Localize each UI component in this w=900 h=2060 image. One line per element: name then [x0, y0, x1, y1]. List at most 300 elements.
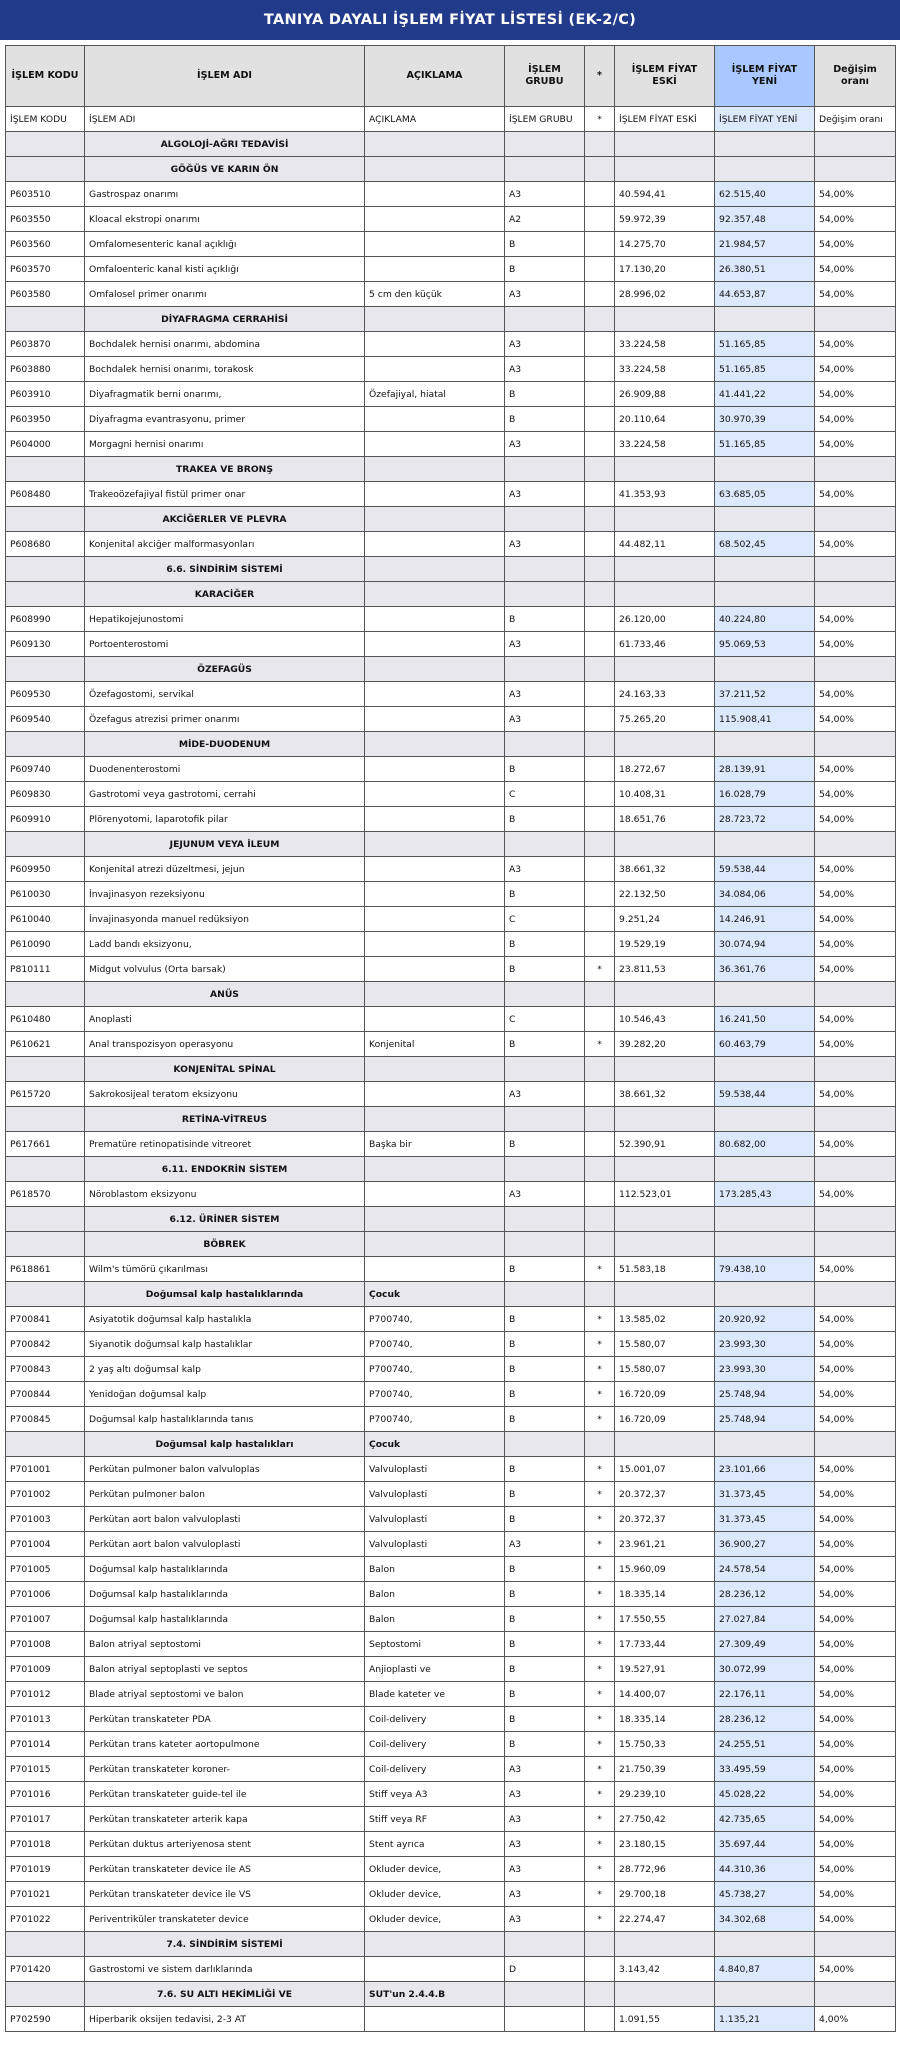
cell-group: B: [505, 1332, 585, 1357]
cell-change-rate: 54,00%: [815, 1707, 896, 1732]
cell-description: P700740,: [365, 1332, 505, 1357]
cell-code: P701017: [6, 1807, 85, 1832]
cell-code: P608990: [6, 607, 85, 632]
cell-old-price: 28.772,96: [615, 1857, 715, 1882]
cell-group: B: [505, 1132, 585, 1157]
cell-name: Omfaloenteric kanal kisti açıklığı: [85, 257, 365, 282]
cell-old-price: 22.274,47: [615, 1907, 715, 1932]
cell-description: [365, 807, 505, 832]
cell-name: Balon atriyal septostomi: [85, 1632, 365, 1657]
cell-new-price: [715, 982, 815, 1007]
cell-name: Sakrokosijeal teratom eksizyonu: [85, 1082, 365, 1107]
cell-star: [585, 432, 615, 457]
cell-change-rate: 54,00%: [815, 1607, 896, 1632]
cell-star: *: [585, 1507, 615, 1532]
cell-new-price: 44.653,87: [715, 282, 815, 307]
cell-star: [585, 2007, 615, 2032]
cell-group: B: [505, 1407, 585, 1432]
cell-group: B: [505, 1657, 585, 1682]
cell-new-price: [715, 1057, 815, 1082]
cell-star: *: [585, 1757, 615, 1782]
cell-change-rate: 54,00%: [815, 932, 896, 957]
cell-name: Anoplasti: [85, 1007, 365, 1032]
cell-group: A2: [505, 207, 585, 232]
cell-old-price: 28.996,02: [615, 282, 715, 307]
table-row: [6, 1607, 896, 1632]
cell-star: [585, 857, 615, 882]
cell-group: B: [505, 1732, 585, 1757]
cell-old-price: 18.335,14: [615, 1707, 715, 1732]
table-row: [6, 182, 896, 207]
cell-old-price: 1.091,55: [615, 2007, 715, 2032]
table-row: [6, 707, 896, 732]
cell-old-price: 18.335,14: [615, 1582, 715, 1607]
cell-new-price: [715, 507, 815, 532]
cell-group: [505, 657, 585, 682]
cell-old-price: 26.909,88: [615, 382, 715, 407]
section-title: TRAKEA VE BRONŞ: [85, 457, 365, 482]
cell-star: [585, 257, 615, 282]
cell-old-price: 15.960,09: [615, 1557, 715, 1582]
cell-change-rate: 54,00%: [815, 1007, 896, 1032]
cell-name: Perkütan transkateter PDA: [85, 1707, 365, 1732]
cell-star: [585, 1082, 615, 1107]
cell-description: Coil-delivery: [365, 1707, 505, 1732]
cell-old-price: 39.282,20: [615, 1032, 715, 1057]
cell-star: [585, 1982, 615, 2007]
cell-group: [505, 1982, 585, 2007]
cell-old-price: [615, 132, 715, 157]
cell-change-rate: [815, 557, 896, 582]
cell-name: Perkütan trans kateter aortopulmone: [85, 1732, 365, 1757]
section-title: AKCİĞERLER VE PLEVRA: [85, 507, 365, 532]
table-row: [6, 1882, 896, 1907]
cell-new-price: 173.285,43: [715, 1182, 815, 1207]
cell-old-price: 51.583,18: [615, 1257, 715, 1282]
section-description: [365, 157, 505, 182]
cell-description: [365, 257, 505, 282]
cell-star: [585, 1007, 615, 1032]
cell-old-price: [615, 557, 715, 582]
cell-name: İnvajinasyonda manuel redüksiyon: [85, 907, 365, 932]
table-row: [6, 532, 896, 557]
cell-new-price: 28.139,91: [715, 757, 815, 782]
cell-name: İŞLEM ADI: [85, 107, 365, 132]
cell-new-price: 30.970,39: [715, 407, 815, 432]
cell-group: C: [505, 907, 585, 932]
cell-star: *: [585, 1257, 615, 1282]
cell-code: [6, 732, 85, 757]
section-description: [365, 832, 505, 857]
cell-name: Perkütan transkateter arterik kapa: [85, 1807, 365, 1832]
cell-change-rate: [815, 832, 896, 857]
cell-name: Portoenterostomi: [85, 632, 365, 657]
cell-code: [6, 157, 85, 182]
cell-old-price: 14.275,70: [615, 232, 715, 257]
cell-group: [505, 732, 585, 757]
section-row: [6, 1157, 896, 1182]
table-row: [6, 1857, 896, 1882]
table-row: [6, 757, 896, 782]
cell-change-rate: 54,00%: [815, 632, 896, 657]
cell-code: P603950: [6, 407, 85, 432]
cell-group: A3: [505, 707, 585, 732]
cell-code: P701021: [6, 1882, 85, 1907]
section-row: [6, 307, 896, 332]
cell-name: Bochdalek hernisi onarımı, torakosk: [85, 357, 365, 382]
section-description: [365, 982, 505, 1007]
cell-group: [505, 307, 585, 332]
cell-description: Stent ayrıca: [365, 1832, 505, 1857]
cell-name: Özefagus atrezisi primer onarımı: [85, 707, 365, 732]
cell-group: B: [505, 1482, 585, 1507]
cell-code: P701018: [6, 1832, 85, 1857]
cell-description: Başka bir: [365, 1132, 505, 1157]
section-title: MİDE-DUODENUM: [85, 732, 365, 757]
cell-old-price: 19.527,91: [615, 1657, 715, 1682]
cell-group: A3: [505, 357, 585, 382]
cell-new-price: 23.101,66: [715, 1457, 815, 1482]
section-row: [6, 657, 896, 682]
cell-new-price: 27.027,84: [715, 1607, 815, 1632]
cell-new-price: 14.246,91: [715, 907, 815, 932]
cell-change-rate: [815, 657, 896, 682]
table-row: [6, 282, 896, 307]
cell-description: Konjenital: [365, 1032, 505, 1057]
cell-new-price: 25.748,94: [715, 1407, 815, 1432]
cell-description: [365, 682, 505, 707]
cell-name: Perkütan transkateter device ile VS: [85, 1882, 365, 1907]
cell-name: Diyafragmatik berni onarımı,: [85, 382, 365, 407]
cell-change-rate: 4,00%: [815, 2007, 896, 2032]
cell-code: P610040: [6, 907, 85, 932]
cell-star: [585, 507, 615, 532]
cell-name: Anal transpozisyon operasyonu: [85, 1032, 365, 1057]
cell-new-price: 20.920,92: [715, 1307, 815, 1332]
cell-old-price: İŞLEM FİYAT ESKİ: [615, 107, 715, 132]
cell-group: A3: [505, 857, 585, 882]
cell-new-price: 63.685,05: [715, 482, 815, 507]
section-title: Doğumsal kalp hastalıklarında: [85, 1282, 365, 1307]
cell-group: B: [505, 1357, 585, 1382]
cell-star: [585, 232, 615, 257]
cell-code: P700845: [6, 1407, 85, 1432]
cell-old-price: 33.224,58: [615, 357, 715, 382]
cell-old-price: 10.408,31: [615, 782, 715, 807]
cell-star: [585, 1057, 615, 1082]
table-row: [6, 1782, 896, 1807]
column-header-new-price: İŞLEM FİYAT YENİ: [715, 46, 815, 107]
table-row: [6, 1332, 896, 1357]
cell-star: [585, 157, 615, 182]
cell-description: 5 cm den küçük: [365, 282, 505, 307]
cell-group: A3: [505, 532, 585, 557]
section-title: 6.6. SİNDİRİM SİSTEMİ: [85, 557, 365, 582]
cell-description: Stiff veya RF: [365, 1807, 505, 1832]
section-row: [6, 132, 896, 157]
cell-code: P608680: [6, 532, 85, 557]
cell-code: P609130: [6, 632, 85, 657]
column-header-name: İŞLEM ADI: [85, 46, 365, 107]
cell-group: A3: [505, 632, 585, 657]
cell-new-price: 16.241,50: [715, 1007, 815, 1032]
cell-star: [585, 332, 615, 357]
section-title: ALGOLOJİ-AĞRI TEDAVİSİ: [85, 132, 365, 157]
cell-change-rate: 54,00%: [815, 1757, 896, 1782]
cell-code: P701420: [6, 1957, 85, 1982]
cell-old-price: 44.482,11: [615, 532, 715, 557]
cell-name: Konjenital akciğer malformasyonları: [85, 532, 365, 557]
cell-old-price: [615, 1157, 715, 1182]
cell-new-price: 31.373,45: [715, 1482, 815, 1507]
cell-old-price: 29.239,10: [615, 1782, 715, 1807]
cell-old-price: 52.390,91: [615, 1132, 715, 1157]
section-row: [6, 1282, 896, 1307]
cell-old-price: 112.523,01: [615, 1182, 715, 1207]
table-row: [6, 1182, 896, 1207]
cell-old-price: [615, 657, 715, 682]
cell-star: [585, 832, 615, 857]
cell-name: Gastrotomi veya gastrotomi, cerrahi: [85, 782, 365, 807]
cell-old-price: [615, 582, 715, 607]
section-description: [365, 307, 505, 332]
cell-old-price: 13.585,02: [615, 1307, 715, 1332]
cell-change-rate: 54,00%: [815, 1657, 896, 1682]
cell-old-price: 21.750,39: [615, 1757, 715, 1782]
cell-new-price: 25.748,94: [715, 1382, 815, 1407]
cell-old-price: 10.546,43: [615, 1007, 715, 1032]
cell-change-rate: 54,00%: [815, 1732, 896, 1757]
cell-change-rate: [815, 1057, 896, 1082]
cell-description: Balon: [365, 1557, 505, 1582]
cell-group: [505, 832, 585, 857]
cell-change-rate: 54,00%: [815, 1807, 896, 1832]
cell-group: B: [505, 1557, 585, 1582]
table-row: [6, 907, 896, 932]
cell-change-rate: 54,00%: [815, 1882, 896, 1907]
cell-old-price: 20.372,37: [615, 1507, 715, 1532]
cell-description: [365, 932, 505, 957]
cell-description: [365, 882, 505, 907]
cell-description: Coil-delivery: [365, 1757, 505, 1782]
cell-group: [505, 982, 585, 1007]
cell-name: Gastrostomi ve sistem darlıklarında: [85, 1957, 365, 1982]
page-title: TANIYA DAYALI İŞLEM FİYAT LİSTESİ (EK-2/C): [0, 0, 900, 40]
section-row: [6, 507, 896, 532]
cell-star: [585, 907, 615, 932]
section-title: Doğumsal kalp hastalıkları: [85, 1432, 365, 1457]
cell-name: Doğumsal kalp hastalıklarında tanıs: [85, 1407, 365, 1432]
cell-star: [585, 207, 615, 232]
cell-change-rate: 54,00%: [815, 1832, 896, 1857]
cell-code: P617661: [6, 1132, 85, 1157]
table-row: [6, 957, 896, 982]
cell-description: Balon: [365, 1582, 505, 1607]
cell-name: Doğumsal kalp hastalıklarında: [85, 1607, 365, 1632]
cell-star: *: [585, 1532, 615, 1557]
cell-code: [6, 582, 85, 607]
cell-old-price: [615, 1207, 715, 1232]
cell-change-rate: 54,00%: [815, 1182, 896, 1207]
cell-new-price: [715, 1282, 815, 1307]
cell-change-rate: 54,00%: [815, 1907, 896, 1932]
table-row: [6, 1132, 896, 1157]
cell-change-rate: [815, 1432, 896, 1457]
cell-group: [505, 1157, 585, 1182]
cell-group: [505, 1057, 585, 1082]
cell-star: [585, 582, 615, 607]
cell-new-price: 37.211,52: [715, 682, 815, 707]
cell-code: İŞLEM KODU: [6, 107, 85, 132]
cell-description: [365, 1257, 505, 1282]
cell-group: [505, 2007, 585, 2032]
cell-description: Balon: [365, 1607, 505, 1632]
table-row: [6, 232, 896, 257]
cell-star: *: [585, 1657, 615, 1682]
table-row: [6, 1507, 896, 1532]
cell-new-price: 40.224,80: [715, 607, 815, 632]
cell-description: [365, 1007, 505, 1032]
cell-new-price: 22.176,11: [715, 1682, 815, 1707]
cell-new-price: 28.236,12: [715, 1707, 815, 1732]
cell-star: [585, 1432, 615, 1457]
section-description: [365, 507, 505, 532]
cell-old-price: 29.700,18: [615, 1882, 715, 1907]
cell-star: *: [585, 1357, 615, 1382]
cell-new-price: 33.495,59: [715, 1757, 815, 1782]
cell-new-price: 23.993,30: [715, 1332, 815, 1357]
section-description: [365, 732, 505, 757]
cell-group: [505, 557, 585, 582]
cell-code: P609950: [6, 857, 85, 882]
cell-description: [365, 907, 505, 932]
table-row: [6, 107, 896, 132]
cell-star: [585, 732, 615, 757]
cell-new-price: [715, 582, 815, 607]
cell-name: Perkütan pulmoner balon: [85, 1482, 365, 1507]
table-row: [6, 1582, 896, 1607]
cell-group: A3: [505, 1182, 585, 1207]
cell-group: [505, 132, 585, 157]
section-description: [365, 1157, 505, 1182]
cell-code: P810111: [6, 957, 85, 982]
cell-change-rate: 54,00%: [815, 1582, 896, 1607]
cell-code: P609910: [6, 807, 85, 832]
cell-star: [585, 1232, 615, 1257]
cell-code: P701016: [6, 1782, 85, 1807]
table-row: [6, 207, 896, 232]
section-row: [6, 1207, 896, 1232]
cell-description: Valvuloplasti: [365, 1507, 505, 1532]
cell-new-price: 45.738,27: [715, 1882, 815, 1907]
cell-new-price: 60.463,79: [715, 1032, 815, 1057]
cell-name: Perkütan aort balon valvuloplasti: [85, 1507, 365, 1532]
cell-new-price: 79.438,10: [715, 1257, 815, 1282]
cell-change-rate: 54,00%: [815, 207, 896, 232]
table-row: [6, 1557, 896, 1582]
cell-change-rate: 54,00%: [815, 757, 896, 782]
cell-change-rate: 54,00%: [815, 232, 896, 257]
cell-code: P608480: [6, 482, 85, 507]
cell-star: *: [585, 1907, 615, 1932]
cell-name: Midgut volvulus (Orta barsak): [85, 957, 365, 982]
cell-star: *: [585, 1407, 615, 1432]
cell-code: [6, 1232, 85, 1257]
cell-code: [6, 1982, 85, 2007]
cell-name: Perkütan transkateter guide-tel ile: [85, 1782, 365, 1807]
cell-old-price: 40.594,41: [615, 182, 715, 207]
cell-change-rate: [815, 982, 896, 1007]
section-title: JEJUNUM VEYA İLEUM: [85, 832, 365, 857]
cell-group: A3: [505, 182, 585, 207]
cell-new-price: 26.380,51: [715, 257, 815, 282]
cell-old-price: [615, 157, 715, 182]
cell-change-rate: 54,00%: [815, 1357, 896, 1382]
cell-group: B: [505, 232, 585, 257]
cell-change-rate: [815, 582, 896, 607]
cell-old-price: 61.733,46: [615, 632, 715, 657]
column-header-old-price: İŞLEM FİYAT ESKİ: [615, 46, 715, 107]
cell-old-price: [615, 1107, 715, 1132]
cell-name: Konjenital atrezi düzeltmesi, jejun: [85, 857, 365, 882]
cell-group: A3: [505, 1832, 585, 1857]
cell-old-price: [615, 982, 715, 1007]
table-row: [6, 1307, 896, 1332]
cell-change-rate: [815, 1107, 896, 1132]
cell-old-price: [615, 732, 715, 757]
cell-name: Yenidoğan doğumsal kalp: [85, 1382, 365, 1407]
cell-new-price: [715, 1982, 815, 2007]
cell-star: [585, 132, 615, 157]
cell-group: B: [505, 1707, 585, 1732]
cell-name: Perkütan pulmoner balon valvuloplas: [85, 1457, 365, 1482]
cell-star: *: [585, 1332, 615, 1357]
cell-change-rate: [815, 1232, 896, 1257]
table-row: [6, 782, 896, 807]
cell-star: *: [585, 1307, 615, 1332]
cell-star: [585, 657, 615, 682]
cell-old-price: 26.120,00: [615, 607, 715, 632]
cell-old-price: 33.224,58: [615, 432, 715, 457]
cell-star: [585, 382, 615, 407]
cell-change-rate: 54,00%: [815, 432, 896, 457]
cell-new-price: [715, 1932, 815, 1957]
cell-old-price: 18.651,76: [615, 807, 715, 832]
table-row: [6, 1382, 896, 1407]
cell-change-rate: 54,00%: [815, 382, 896, 407]
cell-old-price: 9.251,24: [615, 907, 715, 932]
table-row: [6, 1907, 896, 1932]
table-row: [6, 1657, 896, 1682]
cell-code: [6, 507, 85, 532]
cell-change-rate: 54,00%: [815, 1532, 896, 1557]
cell-description: [365, 232, 505, 257]
column-header-group: İŞLEM GRUBU: [505, 46, 585, 107]
cell-code: P701019: [6, 1857, 85, 1882]
cell-group: A3: [505, 1857, 585, 1882]
cell-code: [6, 1057, 85, 1082]
cell-new-price: [715, 307, 815, 332]
section-row: [6, 557, 896, 582]
cell-group: [505, 1932, 585, 1957]
cell-group: B: [505, 1632, 585, 1657]
cell-change-rate: 54,00%: [815, 1257, 896, 1282]
cell-code: [6, 832, 85, 857]
cell-star: [585, 782, 615, 807]
section-description: SUT'un 2.4.4.B: [365, 1982, 505, 2007]
cell-name: Duodenenterostomi: [85, 757, 365, 782]
cell-old-price: [615, 307, 715, 332]
